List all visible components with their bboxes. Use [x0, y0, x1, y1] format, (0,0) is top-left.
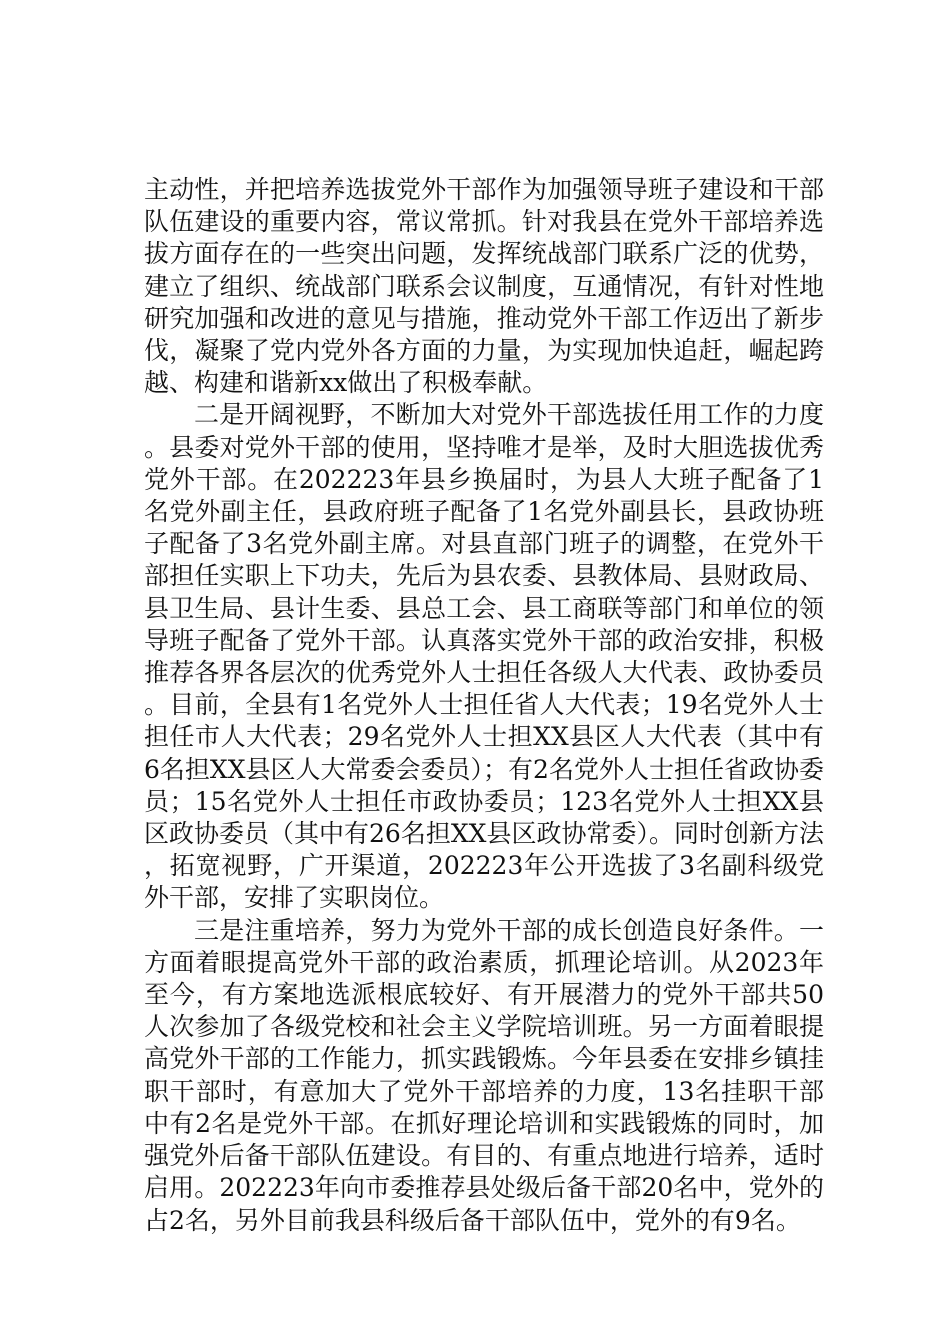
paragraph-continuation: 主动性，并把培养选拔党外干部作为加强领导班子建设和干部队伍建设的重要内容，常议常抓。针对我县在党外干部培养选拔方面存在的一些突出问题，发挥统战部门联系广泛的优势，建立了组织、统战部门联系会议制度，互通情况，有针对性地研究加强和改进的意见与措施，推动党外干部工作迈出了新步伐，凝聚了党内党外各方面的力量，为实现加快追赶，崛起跨越、构建和谐新xx做出了积极奉献。: [144, 175, 824, 398]
paragraph-section-two: 二是开阔视野，不断加大对党外干部选拔任用工作的力度。县委对党外干部的使用，坚持唯才是举，及时大胆选拔优秀党外干部。在202223年县乡换届时，为县人大班子配备了1名党外副主任，县政府班子配备了1名党外副县长，县政协班子配备了3名党外副主席。对县直部门班子的调整，在党外干部担任实职上下功夫，先后为县农委、县教体局、县财政局、县卫生局、县计生委、县总工会、县工商联等部门和单位的领导班子配备了党外干部。认真落实党外干部的政治安排，积极推荐各界各层次的优秀党外人士担任各级人大代表、政协委员。目前，全县有1名党外人士担任省人大代表；19名党外人士担任市人大代表；29名党外人士担XX县区人大代表（其中有6名担XX县区人大常委会委员）；有2名党外人士担任省政协委员；15名党外人士担任市政协委员；123名党外人士担XX县区政协委员（其中有26名担XX县区政协常委）。同时创新方法，拓宽视野，广开渠道，202223年公开选拔了3名副科级党外干部，安排了实职岗位。: [144, 400, 824, 913]
document-body: [144, 174, 824, 1237]
paragraph-section-three: 三是注重培养，努力为党外干部的成长创造良好条件。一方面着眼提高党外干部的政治素质，抓理论培训。从2023年至今，有方案地选派根底较好、有开展潜力的党外干部共50人次参加了各级党校和社会主义学院培训班。另一方面着眼提高党外干部的工作能力，抓实践锻炼。今年县委在安排乡镇挂职干部时，有意加大了党外干部培养的力度，13名挂职干部中有2名是党外干部。在抓好理论培训和实践锻炼的同时，加强党外后备干部队伍建设。有目的、有重点地进行培养，适时启用。202223年向市委推荐县处级后备干部20名中，党外的占2名，另外目前我县科级后备干部队伍中，党外的有9名。: [144, 915, 824, 1235]
